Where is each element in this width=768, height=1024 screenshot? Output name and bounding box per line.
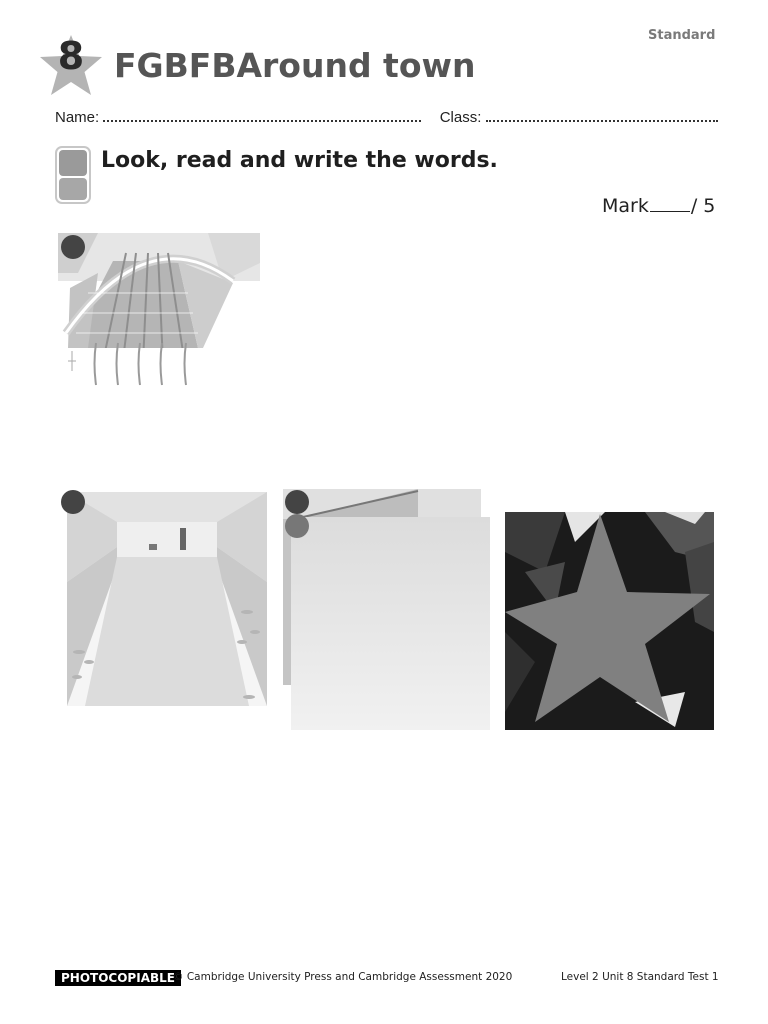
picture-number-marker xyxy=(285,514,309,538)
page-title: FGBFBAround town xyxy=(114,46,476,85)
picture-building xyxy=(283,489,490,730)
picture-street xyxy=(67,492,267,706)
mark-box xyxy=(602,195,715,217)
mark-label: Mark xyxy=(602,195,649,217)
unit-number: 8 xyxy=(57,34,85,78)
picture-number-marker xyxy=(61,235,85,259)
name-class-row xyxy=(55,109,717,126)
picture-number-marker xyxy=(61,490,85,514)
copyright-text: © Cambridge University Press and Cambridge Assessment 2020 xyxy=(173,971,513,983)
exercise-instruction: Look, read and write the words. xyxy=(101,148,498,173)
mark-blank[interactable] xyxy=(650,211,690,212)
mark-total: / 5 xyxy=(690,195,716,217)
exercise-icon xyxy=(55,146,91,204)
class-field[interactable] xyxy=(486,110,718,122)
level-label: Standard xyxy=(648,28,716,43)
name-field[interactable] xyxy=(103,110,421,122)
picture-star xyxy=(505,512,714,730)
test-reference: Level 2 Unit 8 Standard Test 1 xyxy=(561,971,719,983)
picture-bridge xyxy=(58,233,260,393)
photocopiable-label: PHOTOCOPIABLE xyxy=(55,970,181,986)
name-label: Name: xyxy=(55,109,100,126)
picture-number-marker xyxy=(285,490,309,514)
class-label: Class: xyxy=(439,109,482,126)
